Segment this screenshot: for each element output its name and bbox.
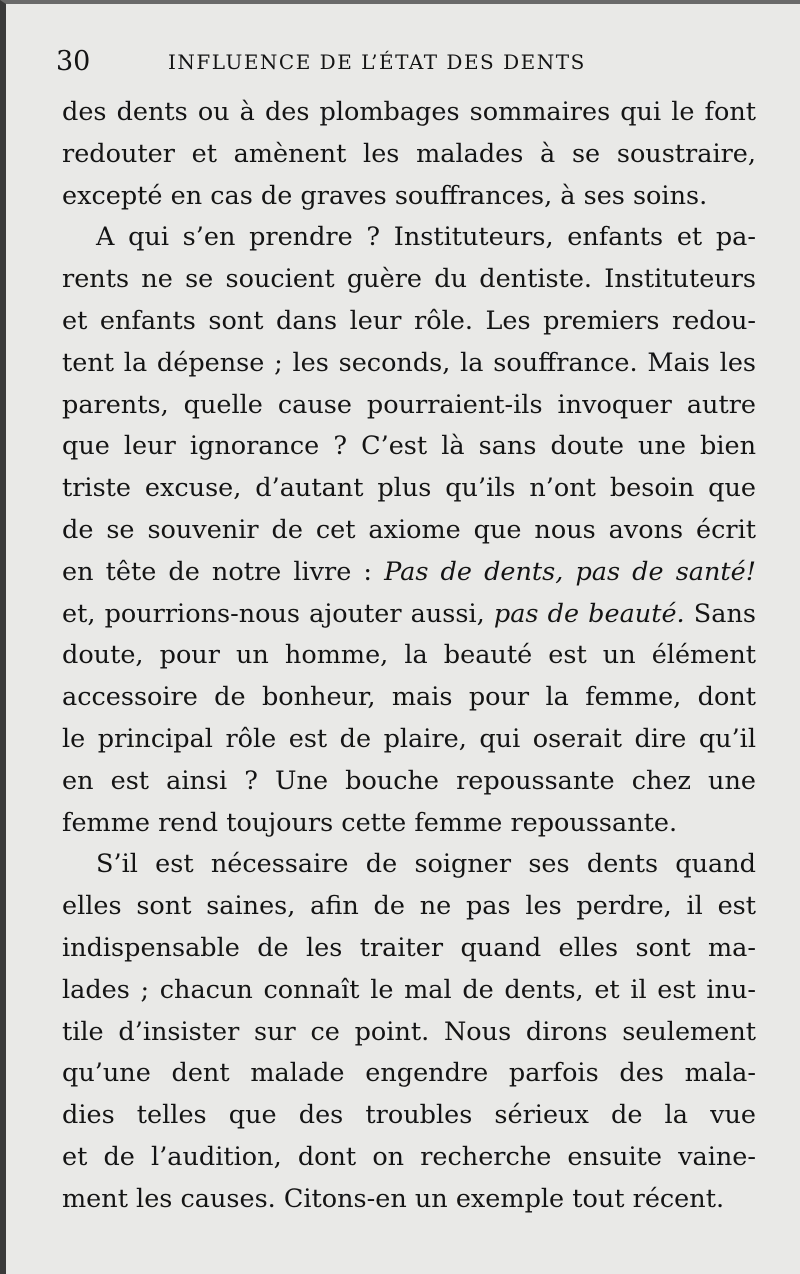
- text-line: triste excuse, d’autant plus qu’ils n’ont besoin que: [62, 473, 756, 504]
- text-line: de se souvenir de cet axiome que nous avons écrit: [62, 514, 756, 545]
- text-line: elles sont saines, afin de ne pas les perdre, il est: [62, 891, 756, 922]
- page-number: 30: [56, 46, 91, 77]
- text-line: indispensable de les traiter quand elles sont ma-: [62, 932, 756, 963]
- paragraph-start-line: S’il est nécessaire de soigner ses dents quand: [96, 849, 756, 880]
- text-line: accessoire de bonheur, mais pour la femme, dont: [62, 682, 756, 713]
- text-line: [62, 594, 756, 636]
- text-line: excepté en cas de graves souffrances, à ses soins.: [62, 180, 708, 211]
- text-line: des dents ou à des plombages sommaires qui le font: [62, 97, 756, 127]
- text-line: et enfants sont dans leur rôle. Les premiers redou-: [62, 305, 756, 336]
- italic-phrase: pas de beauté.: [493, 598, 685, 629]
- text-segment: Sans: [684, 598, 756, 629]
- text-line: doute, pour un homme, la beauté est un élément: [62, 640, 756, 671]
- text-line: lades ; chacun connaît le mal de dents, et il est inu-: [62, 974, 756, 1005]
- text-line: le principal rôle est de plaire, qui oserait dire qu’il: [62, 723, 756, 754]
- text-line: tile d’insister sur ce point. Nous dirons seulement: [62, 1016, 756, 1047]
- text-line: tent la dépense ; les seconds, la souffrance. Mais les: [62, 347, 756, 378]
- text-line: qu’une dent malade engendre parfois des mala-: [62, 1058, 756, 1089]
- text-segment: et, pourrions-nous ajouter aussi,: [62, 598, 494, 629]
- text-line: parents, quelle cause pourraient-ils invoquer autre: [62, 389, 756, 420]
- text-segment: en tête de notre livre :: [62, 556, 385, 587]
- text-line: femme rend toujours cette femme repoussante.: [62, 807, 678, 838]
- text-line: rents ne se soucient guère du dentiste. Instituteurs: [62, 264, 756, 295]
- italic-quote: Pas de dents, pas de santé!: [384, 556, 756, 587]
- text-line: ment les causes. Citons-en un exemple tout récent.: [62, 1183, 725, 1214]
- text-line: dies telles que des troubles sérieux de la vue: [62, 1100, 756, 1131]
- text-line: que leur ignorance ? C’est là sans doute une bien: [62, 431, 756, 462]
- text-line: [62, 552, 756, 594]
- page-header: [56, 44, 746, 80]
- paragraph-start-line: A qui s’en prendre ? Instituteurs, enfants et pa-: [96, 222, 756, 253]
- text-line: redouter et amènent les malades à se soustraire,: [62, 138, 756, 169]
- text-line: en est ainsi ? Une bouche repoussante chez une: [62, 765, 756, 796]
- body-text: [62, 92, 756, 1221]
- running-title: INFLUENCE DE L’ÉTAT DES DENTS: [168, 50, 586, 74]
- text-line: et de l’audition, dont on recherche ensuite vaine-: [62, 1141, 756, 1172]
